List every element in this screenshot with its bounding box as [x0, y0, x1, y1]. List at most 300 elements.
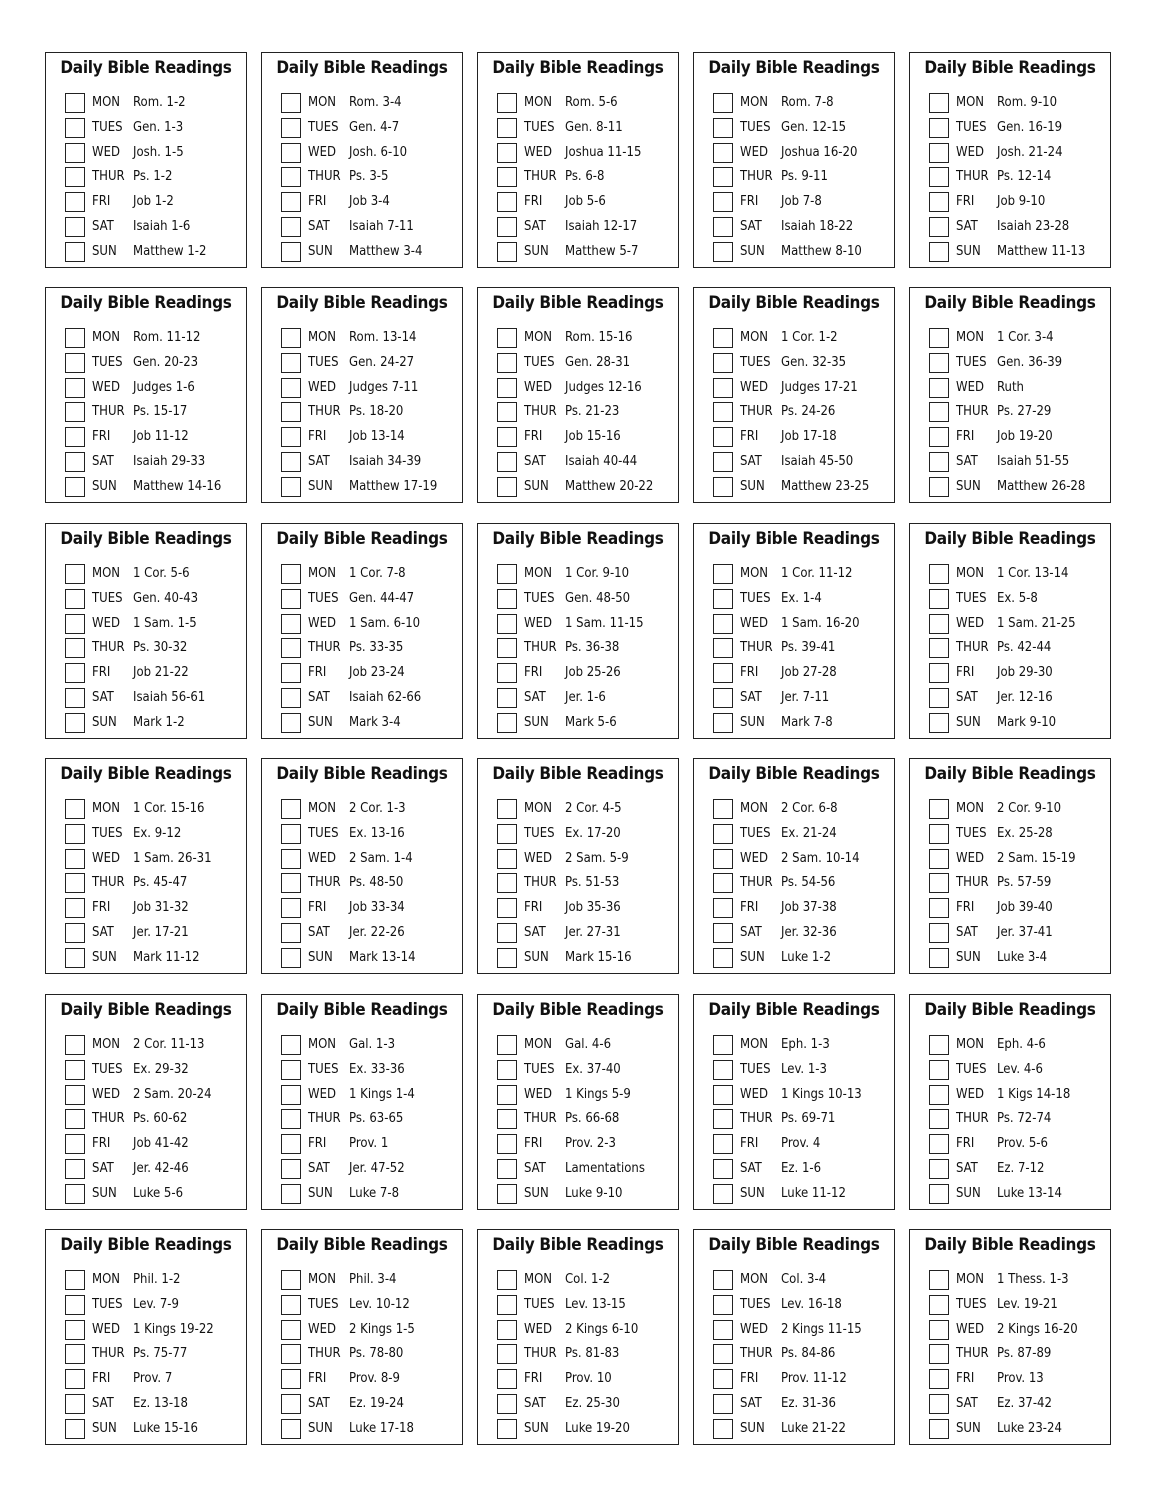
scripture-reference: 1 Kings 5-9 [565, 1087, 631, 1102]
scripture-reference: Josh. 6-10 [349, 145, 408, 160]
day-label: SUN [524, 244, 549, 259]
day-checkbox[interactable] [497, 1109, 517, 1129]
day-checkbox[interactable] [929, 192, 949, 212]
day-label: TUES [956, 120, 987, 135]
day-checkbox[interactable] [713, 1394, 733, 1414]
day-checkbox[interactable] [929, 638, 949, 658]
day-checkbox[interactable] [497, 242, 517, 262]
reading-row [281, 948, 459, 970]
day-checkbox[interactable] [929, 1419, 949, 1439]
day-checkbox[interactable] [713, 477, 733, 497]
day-checkbox[interactable] [713, 1270, 733, 1290]
reading-row [929, 1394, 1107, 1416]
day-checkbox[interactable] [65, 1369, 85, 1389]
day-checkbox[interactable] [281, 452, 301, 472]
day-checkbox[interactable] [281, 167, 301, 187]
day-checkbox[interactable] [929, 1060, 949, 1080]
reading-card [261, 287, 463, 503]
day-checkbox[interactable] [929, 824, 949, 844]
day-checkbox[interactable] [497, 849, 517, 869]
day-checkbox[interactable] [929, 713, 949, 733]
day-checkbox[interactable] [713, 638, 733, 658]
day-checkbox[interactable] [65, 948, 85, 968]
day-checkbox[interactable] [65, 1394, 85, 1414]
day-checkbox[interactable] [929, 898, 949, 918]
scripture-reference: 1 Sam. 11-15 [565, 616, 644, 631]
reading-row [929, 564, 1107, 586]
day-checkbox[interactable] [713, 118, 733, 138]
day-label: SUN [956, 244, 981, 259]
day-checkbox[interactable] [713, 614, 733, 634]
day-checkbox[interactable] [281, 713, 301, 733]
day-checkbox[interactable] [929, 564, 949, 584]
scripture-reference: Luke 11-12 [781, 1186, 846, 1201]
day-checkbox[interactable] [281, 1295, 301, 1315]
day-checkbox[interactable] [713, 564, 733, 584]
day-checkbox[interactable] [929, 143, 949, 163]
reading-row [929, 477, 1107, 499]
day-checkbox[interactable] [497, 1085, 517, 1105]
day-checkbox[interactable] [281, 427, 301, 447]
reading-row [713, 217, 891, 239]
day-checkbox[interactable] [65, 1419, 85, 1439]
day-label: SAT [308, 454, 330, 469]
card-title: Daily Bible Readings [60, 529, 232, 549]
reading-row [281, 217, 459, 239]
day-checkbox[interactable] [497, 873, 517, 893]
day-checkbox[interactable] [281, 589, 301, 609]
day-checkbox[interactable] [497, 1184, 517, 1204]
day-checkbox[interactable] [713, 1344, 733, 1364]
day-checkbox[interactable] [929, 663, 949, 683]
card-title: Daily Bible Readings [60, 1000, 232, 1020]
day-checkbox[interactable] [929, 1270, 949, 1290]
day-checkbox[interactable] [497, 217, 517, 237]
day-checkbox[interactable] [281, 118, 301, 138]
day-checkbox[interactable] [281, 1035, 301, 1055]
day-checkbox[interactable] [281, 402, 301, 422]
day-checkbox[interactable] [713, 1184, 733, 1204]
day-label: THUR [308, 169, 341, 184]
day-checkbox[interactable] [497, 353, 517, 373]
day-checkbox[interactable] [713, 167, 733, 187]
day-checkbox[interactable] [65, 1320, 85, 1340]
day-checkbox[interactable] [281, 242, 301, 262]
reading-row [497, 427, 675, 449]
day-checkbox[interactable] [713, 353, 733, 373]
day-checkbox[interactable] [65, 242, 85, 262]
day-label: FRI [92, 1371, 111, 1386]
reading-row [65, 217, 243, 239]
day-checkbox[interactable] [713, 242, 733, 262]
scripture-reference: Job 15-16 [565, 429, 621, 444]
day-checkbox[interactable] [281, 799, 301, 819]
day-checkbox[interactable] [281, 1085, 301, 1105]
day-label: MON [308, 1037, 337, 1052]
day-checkbox[interactable] [281, 1184, 301, 1204]
day-checkbox[interactable] [713, 824, 733, 844]
scripture-reference: Ez. 37-42 [997, 1396, 1052, 1411]
scripture-reference: Isaiah 29-33 [133, 454, 206, 469]
day-checkbox[interactable] [281, 849, 301, 869]
day-checkbox[interactable] [65, 1134, 85, 1154]
day-label: SUN [740, 244, 765, 259]
day-label: WED [524, 145, 552, 160]
day-checkbox[interactable] [929, 1109, 949, 1129]
day-checkbox[interactable] [497, 1060, 517, 1080]
reading-row [929, 118, 1107, 140]
scripture-reference: Isaiah 40-44 [565, 454, 638, 469]
day-checkbox[interactable] [65, 688, 85, 708]
day-checkbox[interactable] [497, 898, 517, 918]
day-checkbox[interactable] [65, 1085, 85, 1105]
day-checkbox[interactable] [713, 923, 733, 943]
day-checkbox[interactable] [65, 1270, 85, 1290]
day-checkbox[interactable] [929, 217, 949, 237]
day-checkbox[interactable] [497, 1320, 517, 1340]
day-checkbox[interactable] [497, 1419, 517, 1439]
day-label: WED [524, 1087, 552, 1102]
day-checkbox[interactable] [713, 217, 733, 237]
day-checkbox[interactable] [65, 118, 85, 138]
day-checkbox[interactable] [65, 217, 85, 237]
day-label: FRI [524, 900, 543, 915]
day-checkbox[interactable] [65, 402, 85, 422]
day-checkbox[interactable] [65, 589, 85, 609]
day-label: MON [92, 801, 121, 816]
day-checkbox[interactable] [281, 614, 301, 634]
day-checkbox[interactable] [929, 1320, 949, 1340]
reading-row [497, 1109, 675, 1131]
day-checkbox[interactable] [65, 1295, 85, 1315]
day-checkbox[interactable] [929, 1035, 949, 1055]
day-label: TUES [92, 1062, 123, 1077]
day-checkbox[interactable] [65, 614, 85, 634]
day-checkbox[interactable] [65, 564, 85, 584]
day-checkbox[interactable] [281, 93, 301, 113]
day-checkbox[interactable] [281, 1369, 301, 1389]
day-label: FRI [308, 665, 327, 680]
scripture-reference: Mark 1-2 [133, 715, 185, 730]
day-label: THUR [308, 875, 341, 890]
day-checkbox[interactable] [497, 143, 517, 163]
day-checkbox[interactable] [713, 849, 733, 869]
day-checkbox[interactable] [497, 638, 517, 658]
scripture-reference: Ps. 30-32 [133, 640, 188, 655]
day-checkbox[interactable] [65, 638, 85, 658]
day-checkbox[interactable] [929, 1134, 949, 1154]
day-checkbox[interactable] [281, 477, 301, 497]
day-checkbox[interactable] [497, 1344, 517, 1364]
day-checkbox[interactable] [65, 1035, 85, 1055]
day-checkbox[interactable] [929, 614, 949, 634]
reading-row [713, 614, 891, 636]
day-checkbox[interactable] [929, 589, 949, 609]
day-checkbox[interactable] [929, 118, 949, 138]
day-checkbox[interactable] [497, 1134, 517, 1154]
card-title: Daily Bible Readings [708, 58, 880, 78]
day-checkbox[interactable] [713, 402, 733, 422]
day-checkbox[interactable] [65, 663, 85, 683]
day-checkbox[interactable] [929, 1394, 949, 1414]
day-checkbox[interactable] [65, 799, 85, 819]
day-checkbox[interactable] [65, 1344, 85, 1364]
day-checkbox[interactable] [497, 402, 517, 422]
day-checkbox[interactable] [929, 242, 949, 262]
day-checkbox[interactable] [713, 1134, 733, 1154]
day-checkbox[interactable] [281, 948, 301, 968]
reading-row [497, 1184, 675, 1206]
day-checkbox[interactable] [929, 328, 949, 348]
reading-row [497, 477, 675, 499]
day-checkbox[interactable] [65, 167, 85, 187]
day-checkbox[interactable] [65, 143, 85, 163]
day-checkbox[interactable] [713, 1035, 733, 1055]
day-checkbox[interactable] [713, 1369, 733, 1389]
day-label: WED [92, 380, 120, 395]
day-checkbox[interactable] [713, 328, 733, 348]
day-checkbox[interactable] [713, 688, 733, 708]
day-checkbox[interactable] [713, 1060, 733, 1080]
day-checkbox[interactable] [65, 898, 85, 918]
day-checkbox[interactable] [713, 378, 733, 398]
day-checkbox[interactable] [65, 1109, 85, 1129]
day-checkbox[interactable] [281, 353, 301, 373]
day-checkbox[interactable] [65, 849, 85, 869]
reading-row [929, 1134, 1107, 1156]
day-checkbox[interactable] [65, 427, 85, 447]
day-checkbox[interactable] [929, 353, 949, 373]
day-checkbox[interactable] [713, 799, 733, 819]
day-checkbox[interactable] [281, 1060, 301, 1080]
reading-row [281, 849, 459, 871]
reading-row [929, 1159, 1107, 1181]
reading-row [65, 242, 243, 264]
scripture-reference: Isaiah 34-39 [349, 454, 422, 469]
day-checkbox[interactable] [281, 1159, 301, 1179]
day-checkbox[interactable] [929, 688, 949, 708]
day-checkbox[interactable] [929, 452, 949, 472]
reading-row [281, 663, 459, 685]
day-checkbox[interactable] [65, 824, 85, 844]
day-checkbox[interactable] [929, 427, 949, 447]
day-checkbox[interactable] [497, 452, 517, 472]
day-checkbox[interactable] [713, 898, 733, 918]
day-checkbox[interactable] [497, 614, 517, 634]
day-checkbox[interactable] [281, 898, 301, 918]
day-checkbox[interactable] [497, 328, 517, 348]
day-checkbox[interactable] [281, 923, 301, 943]
day-checkbox[interactable] [713, 873, 733, 893]
day-checkbox[interactable] [65, 328, 85, 348]
day-checkbox[interactable] [497, 923, 517, 943]
day-checkbox[interactable] [65, 93, 85, 113]
day-checkbox[interactable] [497, 1035, 517, 1055]
scripture-reference: Ps. 33-35 [349, 640, 404, 655]
day-label: TUES [308, 591, 339, 606]
day-label: MON [524, 801, 553, 816]
day-label: THUR [956, 875, 989, 890]
day-checkbox[interactable] [929, 1085, 949, 1105]
scripture-reference: 2 Kings 11-15 [781, 1322, 862, 1337]
day-checkbox[interactable] [497, 799, 517, 819]
day-checkbox[interactable] [65, 192, 85, 212]
day-checkbox[interactable] [929, 167, 949, 187]
day-checkbox[interactable] [497, 1369, 517, 1389]
day-label: WED [524, 380, 552, 395]
reading-row [497, 353, 675, 375]
day-checkbox[interactable] [497, 663, 517, 683]
day-checkbox[interactable] [713, 948, 733, 968]
day-checkbox[interactable] [713, 143, 733, 163]
day-label: WED [308, 145, 336, 160]
reading-row [929, 849, 1107, 871]
reading-row [65, 1159, 243, 1181]
day-checkbox[interactable] [929, 1159, 949, 1179]
day-checkbox[interactable] [281, 1320, 301, 1340]
day-checkbox[interactable] [929, 849, 949, 869]
day-label: MON [740, 1272, 769, 1287]
day-checkbox[interactable] [497, 1159, 517, 1179]
day-checkbox[interactable] [929, 402, 949, 422]
day-checkbox[interactable] [929, 477, 949, 497]
day-checkbox[interactable] [281, 143, 301, 163]
day-checkbox[interactable] [281, 564, 301, 584]
day-checkbox[interactable] [713, 1109, 733, 1129]
day-checkbox[interactable] [281, 1109, 301, 1129]
day-checkbox[interactable] [929, 948, 949, 968]
scripture-reference: 1 Cor. 7-8 [349, 566, 406, 581]
day-checkbox[interactable] [281, 378, 301, 398]
day-checkbox[interactable] [713, 192, 733, 212]
card-title: Daily Bible Readings [60, 58, 232, 78]
day-checkbox[interactable] [65, 452, 85, 472]
day-checkbox[interactable] [929, 1295, 949, 1315]
scripture-reference: Judges 1-6 [133, 380, 195, 395]
day-label: SUN [740, 950, 765, 965]
reading-row [713, 1085, 891, 1107]
day-checkbox[interactable] [713, 452, 733, 472]
day-checkbox[interactable] [65, 873, 85, 893]
day-checkbox[interactable] [281, 1270, 301, 1290]
reading-row [65, 799, 243, 821]
day-checkbox[interactable] [281, 328, 301, 348]
day-checkbox[interactable] [497, 713, 517, 733]
day-checkbox[interactable] [65, 1159, 85, 1179]
day-checkbox[interactable] [281, 873, 301, 893]
scripture-reference: Ps. 72-74 [997, 1111, 1052, 1126]
day-checkbox[interactable] [497, 1394, 517, 1414]
day-checkbox[interactable] [713, 1295, 733, 1315]
day-label: FRI [92, 665, 111, 680]
day-checkbox[interactable] [929, 1344, 949, 1364]
day-checkbox[interactable] [713, 1085, 733, 1105]
day-checkbox[interactable] [497, 564, 517, 584]
day-checkbox[interactable] [713, 713, 733, 733]
day-checkbox[interactable] [497, 378, 517, 398]
day-checkbox[interactable] [713, 93, 733, 113]
day-checkbox[interactable] [929, 923, 949, 943]
scripture-reference: Ps. 27-29 [997, 404, 1052, 419]
day-checkbox[interactable] [281, 663, 301, 683]
day-checkbox[interactable] [65, 1184, 85, 1204]
day-checkbox[interactable] [65, 713, 85, 733]
day-checkbox[interactable] [497, 1270, 517, 1290]
day-checkbox[interactable] [713, 589, 733, 609]
day-checkbox[interactable] [497, 167, 517, 187]
day-checkbox[interactable] [65, 923, 85, 943]
scripture-reference: Gen. 8-11 [565, 120, 623, 135]
day-label: MON [524, 1037, 553, 1052]
day-checkbox[interactable] [65, 353, 85, 373]
day-checkbox[interactable] [713, 1419, 733, 1439]
day-checkbox[interactable] [497, 93, 517, 113]
day-checkbox[interactable] [65, 378, 85, 398]
reading-card [477, 994, 679, 1210]
day-checkbox[interactable] [929, 378, 949, 398]
scripture-reference: Ez. 13-18 [133, 1396, 188, 1411]
reading-row [65, 93, 243, 115]
day-checkbox[interactable] [929, 93, 949, 113]
reading-row [929, 589, 1107, 611]
scripture-reference: Ez. 25-30 [565, 1396, 620, 1411]
day-checkbox[interactable] [281, 824, 301, 844]
day-checkbox[interactable] [497, 688, 517, 708]
day-checkbox[interactable] [929, 873, 949, 893]
day-checkbox[interactable] [713, 427, 733, 447]
day-checkbox[interactable] [497, 427, 517, 447]
day-checkbox[interactable] [929, 1184, 949, 1204]
day-checkbox[interactable] [497, 948, 517, 968]
day-checkbox[interactable] [65, 1060, 85, 1080]
day-checkbox[interactable] [497, 589, 517, 609]
day-checkbox[interactable] [497, 192, 517, 212]
day-checkbox[interactable] [929, 1369, 949, 1389]
card-title: Daily Bible Readings [276, 1235, 448, 1255]
day-checkbox[interactable] [497, 824, 517, 844]
reading-row [713, 1035, 891, 1057]
day-label: MON [956, 95, 985, 110]
day-checkbox[interactable] [65, 477, 85, 497]
day-label: WED [308, 851, 336, 866]
day-checkbox[interactable] [281, 217, 301, 237]
scripture-reference: Ps. 15-17 [133, 404, 188, 419]
reading-row [65, 1369, 243, 1391]
day-checkbox[interactable] [713, 1159, 733, 1179]
day-checkbox[interactable] [281, 1419, 301, 1439]
scripture-reference: Prov. 2-3 [565, 1136, 616, 1151]
day-checkbox[interactable] [713, 663, 733, 683]
day-checkbox[interactable] [281, 1344, 301, 1364]
day-checkbox[interactable] [497, 118, 517, 138]
day-checkbox[interactable] [497, 477, 517, 497]
day-label: WED [92, 616, 120, 631]
day-checkbox[interactable] [281, 688, 301, 708]
reading-row [65, 167, 243, 189]
day-checkbox[interactable] [713, 1320, 733, 1340]
day-checkbox[interactable] [281, 1134, 301, 1154]
reading-row [65, 1184, 243, 1206]
day-checkbox[interactable] [281, 1394, 301, 1414]
reading-card [261, 758, 463, 974]
reading-row [281, 614, 459, 636]
day-label: SAT [92, 219, 114, 234]
day-checkbox[interactable] [929, 799, 949, 819]
day-checkbox[interactable] [281, 638, 301, 658]
day-checkbox[interactable] [497, 1295, 517, 1315]
day-checkbox[interactable] [281, 192, 301, 212]
day-label: SUN [524, 1186, 549, 1201]
